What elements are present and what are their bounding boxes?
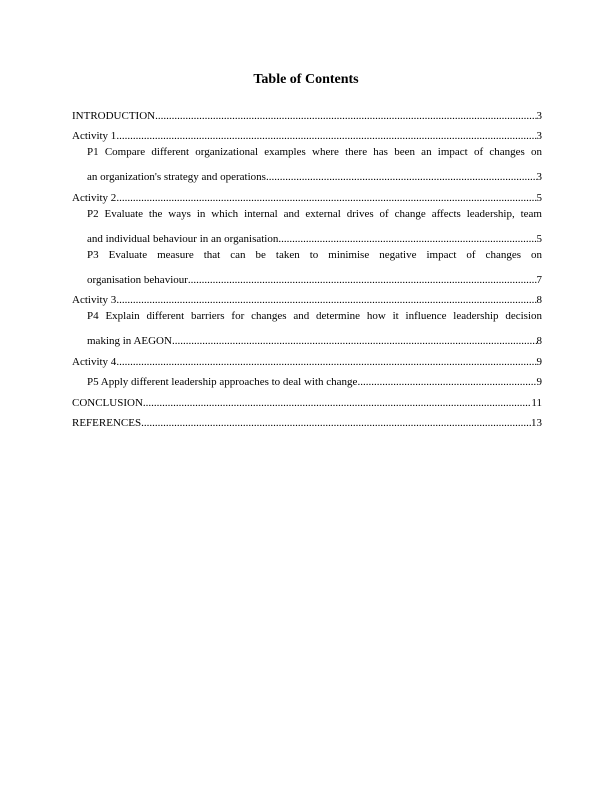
toc-entry-p4-line1[interactable] xyxy=(72,306,542,327)
toc-leader-dots xyxy=(278,233,536,245)
toc-page-number: 8 xyxy=(536,335,542,347)
toc-page-number: 9 xyxy=(536,376,542,388)
toc-entry-label: an organization's strategy and operations xyxy=(87,171,266,183)
toc-leader-dots xyxy=(116,294,536,306)
toc-entry-label: Activity 2 xyxy=(72,191,117,204)
toc-entry-label: organisation behaviour xyxy=(87,273,188,286)
toc-leader-dots xyxy=(172,335,537,347)
toc-entry-label: and individual behaviour in an organisation xyxy=(87,232,279,245)
toc-leader-dots xyxy=(357,376,536,388)
toc-entry-references[interactable] xyxy=(72,409,542,430)
toc-entry-p1-line1[interactable] xyxy=(72,142,542,163)
toc-entry-p2-line1[interactable] xyxy=(72,204,542,225)
toc-entry-label: Activity 1 xyxy=(72,130,117,142)
toc-entry-introduction[interactable] xyxy=(72,101,542,122)
toc-page-number: 5 xyxy=(536,191,542,204)
toc-entry-p3[interactable] xyxy=(72,265,542,286)
toc-entry-p2[interactable] xyxy=(72,224,542,245)
toc-entry-p5[interactable] xyxy=(72,368,542,389)
toc-page-number: 3 xyxy=(536,171,542,183)
toc-entry-activity-2[interactable] xyxy=(72,183,542,204)
toc-entry-p4[interactable] xyxy=(72,327,542,348)
toc-entry-activity-1[interactable] xyxy=(72,122,542,143)
toc-page-number: 8 xyxy=(536,294,542,306)
toc-page-number: 5 xyxy=(536,232,542,245)
toc-entry-label: CONCLUSION xyxy=(72,396,143,409)
toc-entry-label: Activity 4 xyxy=(72,355,117,368)
toc-entry-label: REFERENCES xyxy=(72,417,142,429)
toc-entry-label: P5 Apply different leadership approaches to deal with change xyxy=(87,376,358,388)
toc-leader-dots xyxy=(143,397,532,409)
toc-page-number: 3 xyxy=(536,130,542,142)
toc-page-number: 7 xyxy=(536,273,542,286)
toc-page-number: 13 xyxy=(531,417,542,429)
toc-entry-label: P4 Explain different barriers for changes and determine how it influence leadership decision xyxy=(87,310,542,322)
toc-leader-dots xyxy=(141,417,531,429)
toc-leader-dots xyxy=(188,274,537,286)
toc-entry-label: Activity 3 xyxy=(72,294,117,306)
toc-page-number: 9 xyxy=(536,355,542,368)
toc-page-number: 11 xyxy=(531,396,542,409)
toc-title: Table of Contents xyxy=(253,72,359,87)
toc-leader-dots xyxy=(116,130,536,142)
table-of-contents xyxy=(72,101,542,429)
toc-entry-label: making in AEGON xyxy=(87,335,172,347)
toc-entry-label: P1 Compare different organizational examples where there has been an impact of changes on xyxy=(87,146,542,158)
toc-entry-conclusion[interactable] xyxy=(72,388,542,409)
toc-entry-activity-4[interactable] xyxy=(72,347,542,368)
toc-entry-activity-3[interactable] xyxy=(72,286,542,307)
toc-entry-p3-line1[interactable] xyxy=(72,245,542,266)
toc-leader-dots xyxy=(116,192,536,204)
toc-leader-dots xyxy=(266,171,537,183)
toc-entry-p1[interactable] xyxy=(72,163,542,184)
toc-page-number: 3 xyxy=(536,109,542,122)
toc-leader-dots xyxy=(155,110,536,122)
toc-entry-label: INTRODUCTION xyxy=(72,109,156,122)
toc-leader-dots xyxy=(116,356,536,368)
toc-entry-label: P2 Evaluate the ways in which internal and external drives of change affects leadership, team xyxy=(87,207,542,220)
toc-entry-label: P3 Evaluate measure that can be taken to minimise negative impact of changes on xyxy=(87,248,542,261)
